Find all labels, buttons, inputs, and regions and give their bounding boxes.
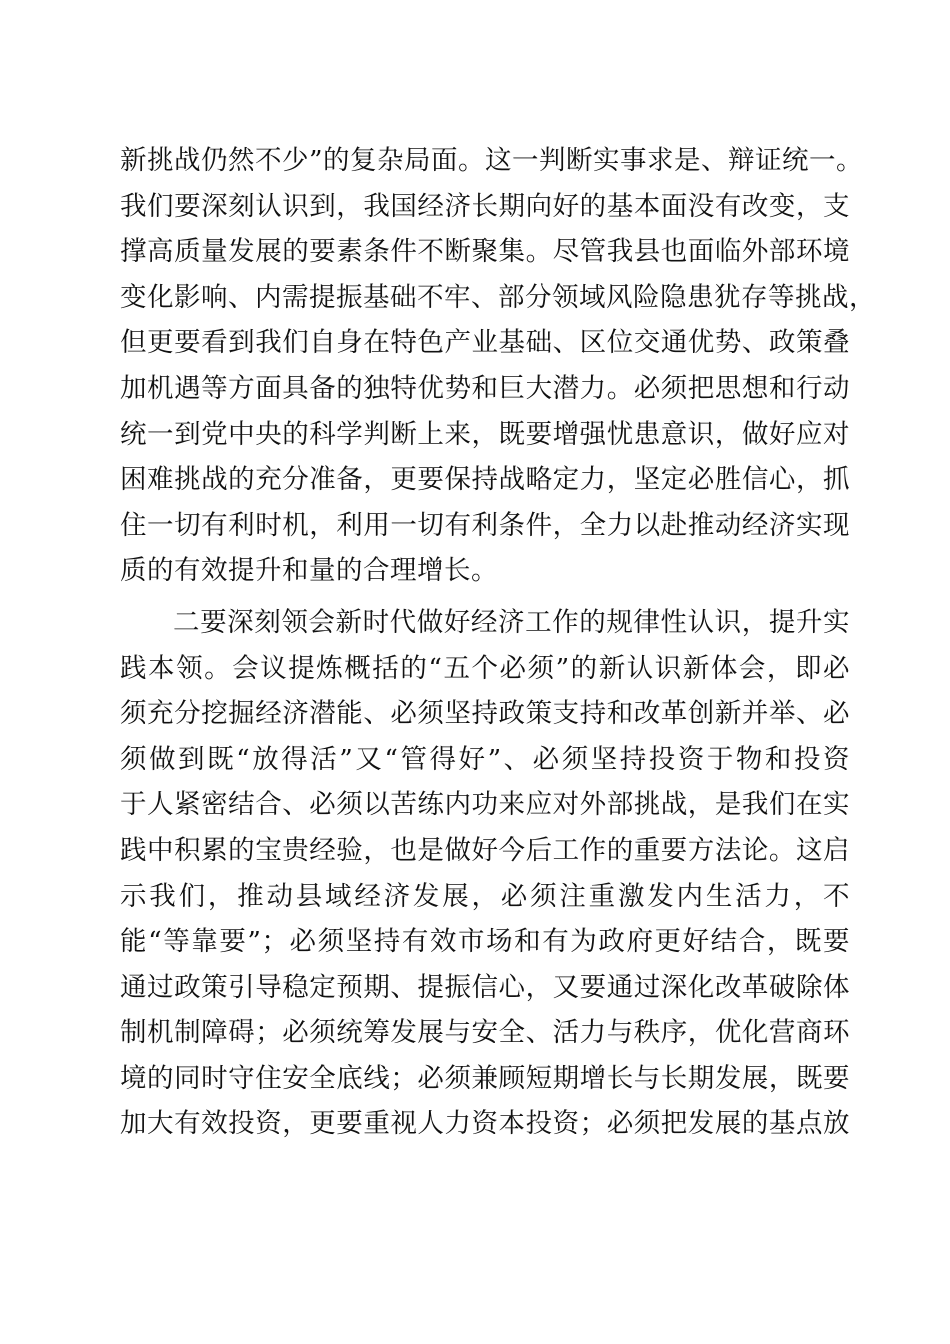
paragraph-line: 加大有效投资，更要重视人力资本投资；必须把发展的基点放 <box>120 1108 850 1140</box>
paragraph-line: 撑高质量发展的要素条件不断聚集。尽管我县也面临外部环境 <box>120 236 850 268</box>
paragraph-line: 新挑战仍然不少”的复杂局面。这一判断实事求是、辩证统一。 <box>120 145 864 176</box>
paragraph-line: 须做到既“放得活”又“管得好”、必须坚持投资于物和投资 <box>120 743 850 775</box>
paragraph-line: 能“等靠要”；必须坚持有效市场和有为政府更好结合，既要 <box>120 926 850 958</box>
paragraph-line: 困难挑战的充分准备，更要保持战略定力，坚定必胜信心，抓 <box>120 464 850 496</box>
paragraph-line: 境的同时守住安全底线；必须兼顾短期增长与长期发展，既要 <box>120 1062 850 1094</box>
paragraph-line: 质的有效提升和量的合理增长。 <box>120 555 498 587</box>
document-body <box>120 138 876 1147</box>
paragraph-line: 示我们，推动县域经济发展，必须注重激发内生活力，不 <box>120 880 850 912</box>
paragraph-1 <box>120 138 876 594</box>
paragraph-line: 但更要看到我们自身在特色产业基础、区位交通优势、政策叠 <box>120 327 850 359</box>
paragraph-line: 通过政策引导稳定预期、提振信心，又要通过深化改革破除体 <box>120 971 850 1003</box>
paragraph-line: 住一切有利时机，利用一切有利条件，全力以赴推动经济实现 <box>120 509 850 541</box>
paragraph-line: 加机遇等方面具备的独特优势和巨大潜力。必须把思想和行动 <box>120 372 850 404</box>
paragraph-line: 制机制障碍；必须统筹发展与安全、活力与秩序，优化营商环 <box>120 1017 850 1049</box>
paragraph-line: 统一到党中央的科学判断上来，既要增强忧患意识，做好应对 <box>120 418 850 450</box>
paragraph-line: 二要深刻领会新时代做好经济工作的规律性认识，提升实 <box>173 606 850 638</box>
paragraph-line: 须充分挖掘经济潜能、必须坚持政策支持和改革创新并举、必 <box>120 698 850 730</box>
paragraph-line: 于人紧密结合、必须以苦练内功来应对外部挑战，是我们在实 <box>120 789 850 821</box>
paragraph-line: 践本领。会议提炼概括的“五个必须”的新认识新体会，即必 <box>120 652 850 684</box>
paragraph-line: 变化影响、内需提振基础不牢、部分领域风险隐患犹存等挑战， <box>120 281 876 313</box>
paragraph-line: 我们要深刻认识到，我国经济长期向好的基本面没有改变，支 <box>120 190 850 222</box>
paragraph-line: 践中积累的宝贵经验，也是做好今后工作的重要方法论。这启 <box>120 834 850 866</box>
paragraph-2 <box>120 600 850 1147</box>
